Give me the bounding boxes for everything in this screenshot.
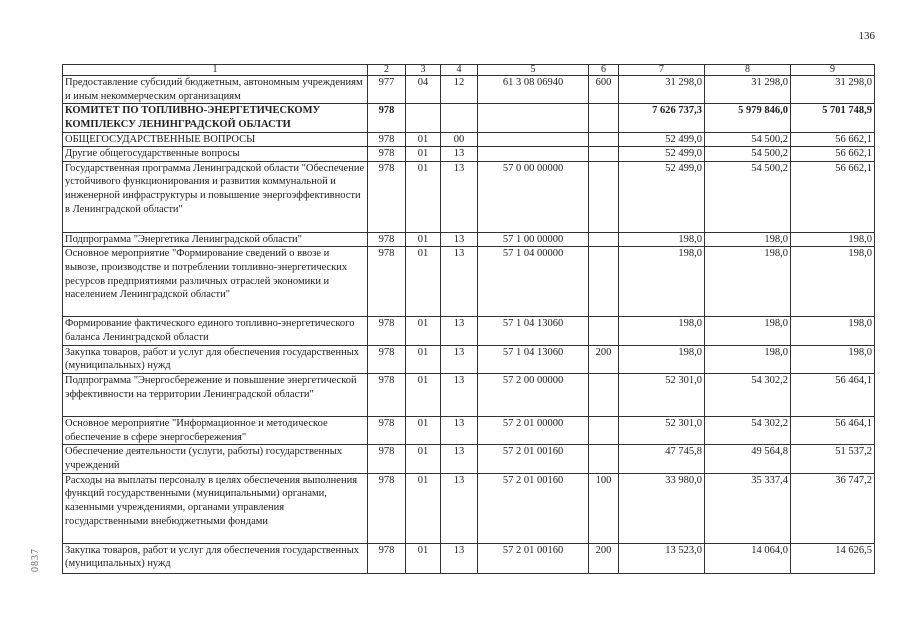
- column-header: 2: [368, 65, 406, 76]
- value-col7: 52 499,0: [619, 132, 705, 147]
- target-article: [478, 104, 589, 132]
- row-name: Закупка товаров, работ и услуг для обеспечения государственных (муниципальных) нужд: [63, 345, 368, 373]
- expense-type: [589, 232, 619, 247]
- expense-type: [589, 147, 619, 162]
- value-col8: 35 337,4: [705, 473, 791, 543]
- target-article: [478, 132, 589, 147]
- table-row: [63, 104, 875, 132]
- table-row: [63, 445, 875, 473]
- expense-type: 600: [589, 76, 619, 104]
- value-col9: 5 701 748,9: [791, 104, 875, 132]
- code-gr: 978: [368, 445, 406, 473]
- section: 01: [406, 543, 441, 573]
- page-number: 136: [858, 30, 875, 42]
- subsection: 13: [441, 317, 478, 345]
- table-row: [63, 76, 875, 104]
- row-name: Государственная программа Ленинградской области "Обеспечение устойчивого функционирования и развития коммунальной и инженерной инфраструктуры и повышение энергоэффективности в Ленинградской области": [63, 161, 368, 232]
- code-gr: 978: [368, 374, 406, 417]
- column-header: 3: [406, 65, 441, 76]
- subsection: 13: [441, 232, 478, 247]
- row-name: Основное мероприятие "Информационное и методическое обеспечение в сфере энергосбережения": [63, 417, 368, 445]
- section: [406, 104, 441, 132]
- value-col9: 56 662,1: [791, 132, 875, 147]
- value-col9: 51 537,2: [791, 445, 875, 473]
- row-name: Обеспечение деятельности (услуги, работы) государственных учреждений: [63, 445, 368, 473]
- target-article: 57 1 04 13060: [478, 317, 589, 345]
- value-col7: 52 301,0: [619, 417, 705, 445]
- target-article: 57 1 04 00000: [478, 247, 589, 317]
- value-col8: 198,0: [705, 247, 791, 317]
- expense-type: [589, 317, 619, 345]
- table-row: [63, 317, 875, 345]
- subsection: 13: [441, 161, 478, 232]
- table-row: [63, 232, 875, 247]
- subsection: 13: [441, 417, 478, 445]
- section: 01: [406, 417, 441, 445]
- target-article: [478, 147, 589, 162]
- value-col8: 198,0: [705, 345, 791, 373]
- code-gr: 978: [368, 473, 406, 543]
- target-article: 57 2 01 00000: [478, 417, 589, 445]
- expense-type: 200: [589, 345, 619, 373]
- table-row: [63, 543, 875, 573]
- value-col7: 13 523,0: [619, 543, 705, 573]
- expense-type: [589, 374, 619, 417]
- value-col8: 54 302,2: [705, 417, 791, 445]
- column-header: 1: [63, 65, 368, 76]
- table-row: [63, 247, 875, 317]
- section: 01: [406, 345, 441, 373]
- row-name: Другие общегосударственные вопросы: [63, 147, 368, 162]
- column-header: 4: [441, 65, 478, 76]
- value-col7: 52 499,0: [619, 147, 705, 162]
- value-col7: 31 298,0: [619, 76, 705, 104]
- section: 01: [406, 317, 441, 345]
- value-col9: 198,0: [791, 317, 875, 345]
- expense-type: [589, 104, 619, 132]
- section: 01: [406, 232, 441, 247]
- table-row: [63, 147, 875, 162]
- value-col9: 56 662,1: [791, 147, 875, 162]
- value-col7: 33 980,0: [619, 473, 705, 543]
- subsection: 13: [441, 345, 478, 373]
- expense-type: [589, 132, 619, 147]
- row-name: КОМИТЕТ ПО ТОПЛИВНО-ЭНЕРГЕТИЧЕСКОМУ КОМПЛЕКСУ ЛЕНИНГРАДСКОЙ ОБЛАСТИ: [63, 104, 368, 132]
- section: 01: [406, 247, 441, 317]
- table-row: [63, 473, 875, 543]
- value-col9: 198,0: [791, 247, 875, 317]
- code-gr: 978: [368, 543, 406, 573]
- code-gr: 978: [368, 161, 406, 232]
- row-name: Формирование фактического единого топливно-энергетического баланса Ленинградской области: [63, 317, 368, 345]
- header-row: [63, 65, 875, 76]
- target-article: 57 1 00 00000: [478, 232, 589, 247]
- section: 01: [406, 147, 441, 162]
- row-name: Закупка товаров, работ и услуг для обеспечения государственных (муниципальных) нужд: [63, 543, 368, 573]
- value-col7: 198,0: [619, 345, 705, 373]
- table-row: [63, 161, 875, 232]
- value-col9: 198,0: [791, 345, 875, 373]
- target-article: 57 0 00 00000: [478, 161, 589, 232]
- code-gr: 978: [368, 247, 406, 317]
- value-col8: 54 500,2: [705, 147, 791, 162]
- row-name: Основное мероприятие "Формирование сведений о ввозе и вывозе, производстве и потреблении топливно-энергетических ресурсов предприятиями различных отраслей экономики и населением Ленинградской области": [63, 247, 368, 317]
- target-article: 57 2 00 00000: [478, 374, 589, 417]
- value-col9: 31 298,0: [791, 76, 875, 104]
- row-name: Подпрограмма "Энергосбережение и повышение энергетической эффективности на территории Ленинградской области": [63, 374, 368, 417]
- expense-type: [589, 247, 619, 317]
- code-gr: 978: [368, 104, 406, 132]
- table-row: [63, 417, 875, 445]
- value-col7: 7 626 737,3: [619, 104, 705, 132]
- side-stamp: 0837: [30, 548, 41, 572]
- value-col9: 14 626,5: [791, 543, 875, 573]
- value-col9: 198,0: [791, 232, 875, 247]
- value-col9: 56 464,1: [791, 417, 875, 445]
- expense-type: [589, 445, 619, 473]
- code-gr: 978: [368, 147, 406, 162]
- section: 01: [406, 473, 441, 543]
- value-col8: 14 064,0: [705, 543, 791, 573]
- expense-type: 200: [589, 543, 619, 573]
- budget-table: [62, 64, 875, 574]
- target-article: 57 1 04 13060: [478, 345, 589, 373]
- column-header: 8: [705, 65, 791, 76]
- target-article: 61 3 08 06940: [478, 76, 589, 104]
- value-col8: 54 500,2: [705, 132, 791, 147]
- column-header: 9: [791, 65, 875, 76]
- value-col8: 49 564,8: [705, 445, 791, 473]
- subsection: 13: [441, 473, 478, 543]
- code-gr: 978: [368, 132, 406, 147]
- section: 01: [406, 161, 441, 232]
- subsection: 00: [441, 132, 478, 147]
- table-row: [63, 132, 875, 147]
- value-col8: 5 979 846,0: [705, 104, 791, 132]
- value-col7: 198,0: [619, 232, 705, 247]
- row-name: ОБЩЕГОСУДАРСТВЕННЫЕ ВОПРОСЫ: [63, 132, 368, 147]
- code-gr: 978: [368, 317, 406, 345]
- code-gr: 978: [368, 417, 406, 445]
- value-col9: 56 464,1: [791, 374, 875, 417]
- value-col8: 31 298,0: [705, 76, 791, 104]
- column-header: 5: [478, 65, 589, 76]
- value-col8: 54 302,2: [705, 374, 791, 417]
- target-article: 57 2 01 00160: [478, 473, 589, 543]
- value-col7: 198,0: [619, 247, 705, 317]
- value-col9: 56 662,1: [791, 161, 875, 232]
- table-row: [63, 374, 875, 417]
- target-article: 57 2 01 00160: [478, 543, 589, 573]
- subsection: 13: [441, 247, 478, 317]
- value-col7: 52 499,0: [619, 161, 705, 232]
- value-col8: 198,0: [705, 232, 791, 247]
- subsection: [441, 104, 478, 132]
- target-article: 57 2 01 00160: [478, 445, 589, 473]
- row-name: Предоставление субсидий бюджетным, автономным учреждениям и иным некоммерческим организациям: [63, 76, 368, 104]
- subsection: 13: [441, 147, 478, 162]
- code-gr: 977: [368, 76, 406, 104]
- section: 01: [406, 374, 441, 417]
- value-col8: 198,0: [705, 317, 791, 345]
- table-row: [63, 345, 875, 373]
- value-col7: 198,0: [619, 317, 705, 345]
- value-col7: 47 745,8: [619, 445, 705, 473]
- code-gr: 978: [368, 232, 406, 247]
- row-name: Расходы на выплаты персоналу в целях обеспечения выполнения функций государственными (муниципальными) органами, казенными учреждениями, органами управления государственными внебюджетными фондами: [63, 473, 368, 543]
- column-header: 6: [589, 65, 619, 76]
- row-name: Подпрограмма "Энергетика Ленинградской области": [63, 232, 368, 247]
- value-col7: 52 301,0: [619, 374, 705, 417]
- subsection: 12: [441, 76, 478, 104]
- value-col8: 54 500,2: [705, 161, 791, 232]
- code-gr: 978: [368, 345, 406, 373]
- section: 04: [406, 76, 441, 104]
- column-header: 7: [619, 65, 705, 76]
- subsection: 13: [441, 543, 478, 573]
- expense-type: 100: [589, 473, 619, 543]
- subsection: 13: [441, 374, 478, 417]
- expense-type: [589, 417, 619, 445]
- subsection: 13: [441, 445, 478, 473]
- expense-type: [589, 161, 619, 232]
- section: 01: [406, 445, 441, 473]
- value-col9: 36 747,2: [791, 473, 875, 543]
- section: 01: [406, 132, 441, 147]
